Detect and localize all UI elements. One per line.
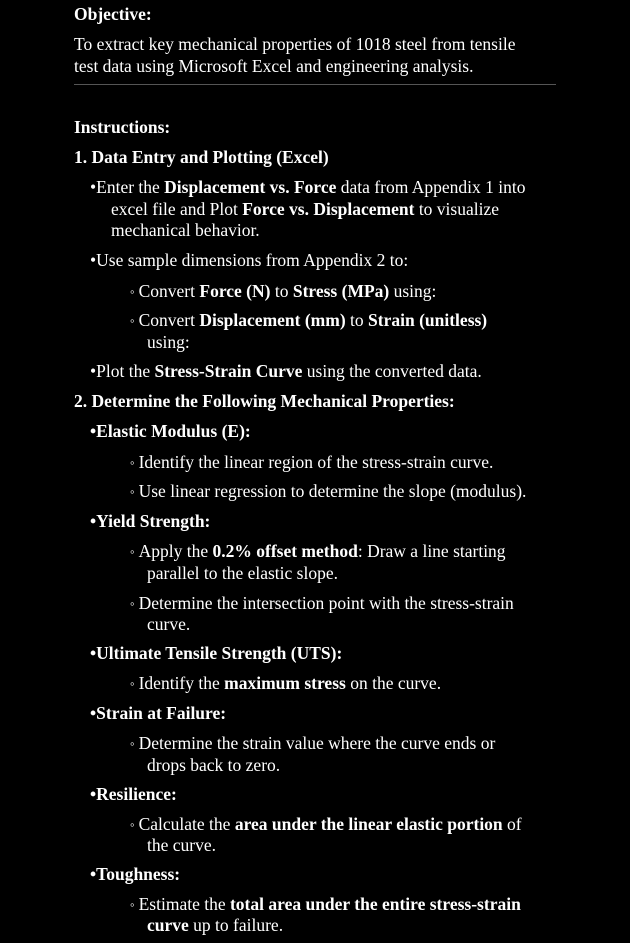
property-toughness xyxy=(90,863,180,885)
bullet-glyph: • xyxy=(90,784,97,804)
bold-text: Stress (MPa) xyxy=(292,281,390,301)
sub-bullet-glyph: ◦ xyxy=(130,676,135,691)
section-1-title: 1. Data Entry and Plotting (Excel) xyxy=(74,147,329,167)
yield-item-1-line-2: parallel to the elastic slope. xyxy=(147,563,338,583)
toughness-item-1-line-2 xyxy=(147,914,283,936)
label: Toughness: xyxy=(96,864,181,884)
bold-text: Displacement (mm) xyxy=(199,310,346,330)
bold-text: Force (N) xyxy=(199,281,271,301)
text: Identify the linear region of the stress-strain curve. xyxy=(138,452,494,472)
elastic-item-1 xyxy=(130,451,493,474)
text: Use sample dimensions from Appendix 2 to: xyxy=(96,250,409,270)
objective-line-2: test data using Microsoft Excel and engineering analysis. xyxy=(74,56,474,76)
sub-bullet-glyph: ◦ xyxy=(130,313,135,328)
bullet-glyph: • xyxy=(90,864,97,884)
bold-text: Stress-Strain Curve xyxy=(154,361,303,381)
text: Apply the xyxy=(138,541,213,561)
label: Resilience: xyxy=(96,784,177,804)
text: Calculate the xyxy=(138,814,235,834)
label: Elastic Modulus (E): xyxy=(96,421,251,441)
text: up to failure. xyxy=(188,915,284,935)
sub-bullet-glyph: ◦ xyxy=(130,817,135,832)
sub-bullet-glyph: ◦ xyxy=(130,544,135,559)
text: of xyxy=(502,814,522,834)
bullet-glyph: • xyxy=(90,643,97,663)
bullet-sample-dimensions xyxy=(90,249,408,271)
bold-text: Displacement vs. Force xyxy=(164,177,337,197)
text: : Draw a line starting xyxy=(357,541,506,561)
property-uts xyxy=(90,642,342,664)
text: data from Appendix 1 into xyxy=(336,177,526,197)
bullet-data-entry-line-3: mechanical behavior. xyxy=(111,220,260,240)
bullet-plot-curve xyxy=(90,360,482,382)
section-2-title: 2. Determine the Following Mechanical Properties: xyxy=(74,391,455,411)
sub-bullet-glyph: ◦ xyxy=(130,736,135,751)
yield-item-1 xyxy=(130,540,506,563)
bold-text: curve xyxy=(147,915,189,935)
text: excel file and Plot xyxy=(111,199,243,219)
label: Yield Strength: xyxy=(96,511,211,531)
sub-bullet-glyph: ◦ xyxy=(130,596,135,611)
sub-bullet-glyph: ◦ xyxy=(130,484,135,499)
bullet-glyph: • xyxy=(90,250,97,270)
text: to visualize xyxy=(414,199,499,219)
resilience-item-1 xyxy=(130,813,522,836)
text: on the curve. xyxy=(345,673,442,693)
bullet-glyph: • xyxy=(90,177,97,197)
bold-text: maximum stress xyxy=(224,673,346,693)
text: to xyxy=(270,281,293,301)
text: Plot the xyxy=(96,361,155,381)
bold-text: total area under the entire stress-strain xyxy=(229,894,521,914)
text: Convert xyxy=(138,281,200,301)
bold-text: Strain (unitless) xyxy=(368,310,488,330)
property-strain-at-failure xyxy=(90,702,226,724)
text: Use linear regression to determine the slope (modulus). xyxy=(138,481,527,501)
text: Estimate the xyxy=(138,894,230,914)
objective-heading: Objective: xyxy=(74,4,152,24)
sub-bullet-convert-displacement xyxy=(130,309,487,332)
objective-line-1: To extract key mechanical properties of 1018 steel from tensile xyxy=(74,34,516,54)
text: Determine the intersection point with the stress-strain xyxy=(138,593,514,613)
sub-bullet-convert-displacement-line-2: using: xyxy=(147,332,190,352)
bullet-data-entry xyxy=(90,176,525,198)
sub-bullet-glyph: ◦ xyxy=(130,897,135,912)
label: Strain at Failure: xyxy=(96,703,227,723)
yield-item-2 xyxy=(130,592,514,615)
text: using: xyxy=(389,281,437,301)
text: to xyxy=(345,310,369,330)
text: Determine the strain value where the curve ends or xyxy=(138,733,496,753)
bold-text: 0.2% offset method xyxy=(212,541,358,561)
failure-item-1-line-2: drops back to zero. xyxy=(147,755,281,775)
sub-bullet-glyph: ◦ xyxy=(130,455,135,470)
sub-bullet-glyph: ◦ xyxy=(130,284,135,299)
property-elastic-modulus xyxy=(90,420,251,442)
bullet-glyph: • xyxy=(90,361,97,381)
bullet-glyph: • xyxy=(90,421,97,441)
text: using the converted data. xyxy=(302,361,482,381)
property-yield-strength xyxy=(90,510,210,532)
label: Ultimate Tensile Strength (UTS): xyxy=(96,643,343,663)
bullet-data-entry-line-2 xyxy=(111,198,499,220)
text: Identify the xyxy=(138,673,225,693)
toughness-item-1 xyxy=(130,893,521,916)
bold-text: area under the linear elastic portion xyxy=(234,814,503,834)
failure-item-1 xyxy=(130,732,495,755)
yield-item-2-line-2: curve. xyxy=(147,614,191,634)
bold-text: Force vs. Displacement xyxy=(242,199,415,219)
uts-item-1 xyxy=(130,672,441,695)
sub-bullet-convert-force xyxy=(130,280,436,303)
property-resilience xyxy=(90,783,177,805)
text: Convert xyxy=(138,310,200,330)
section-divider xyxy=(74,84,556,85)
instructions-heading: Instructions: xyxy=(74,117,171,137)
text: Enter the xyxy=(96,177,165,197)
resilience-item-1-line-2: the curve. xyxy=(147,835,216,855)
elastic-item-2 xyxy=(130,480,526,503)
bullet-glyph: • xyxy=(90,703,97,723)
bullet-glyph: • xyxy=(90,511,97,531)
